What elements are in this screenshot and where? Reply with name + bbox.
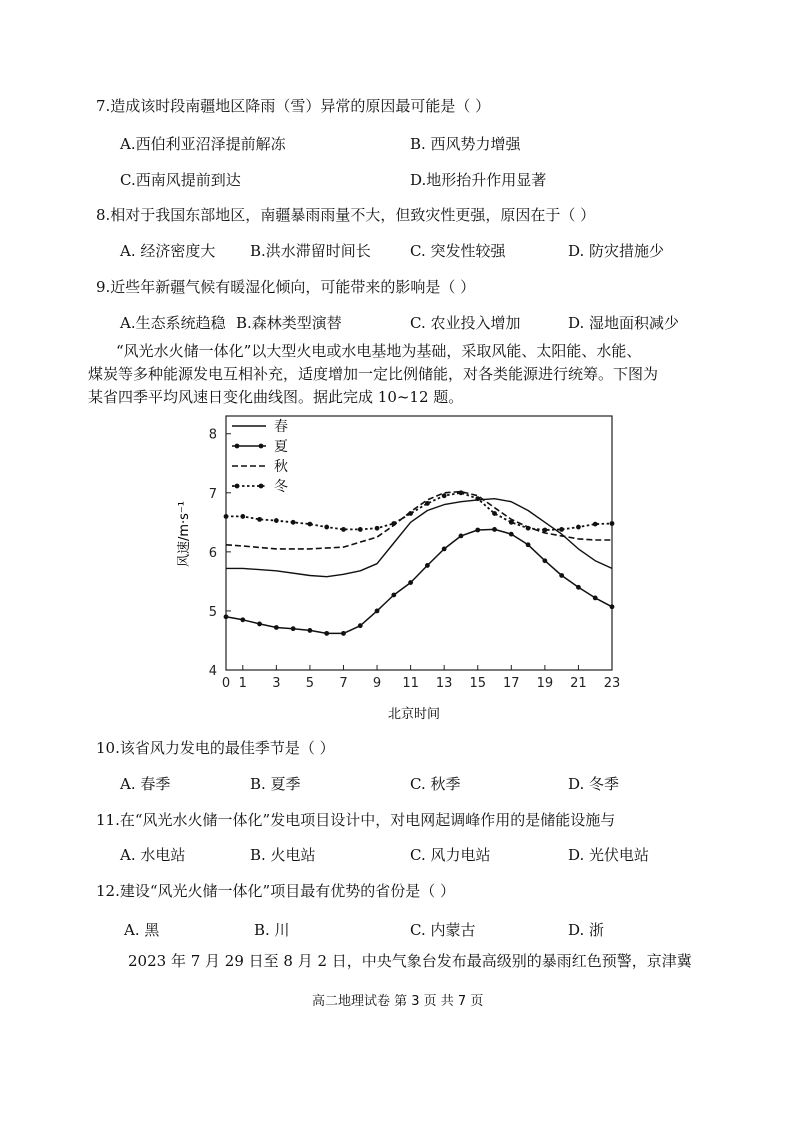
legend-label: 夏 (274, 439, 288, 455)
y-axis-label: 风速/m·s⁻¹ (177, 500, 192, 568)
series-2-point (358, 623, 363, 628)
x-tick-label: 0 (221, 676, 231, 691)
series-4-point (224, 514, 229, 519)
legend-swatch-dot (235, 444, 240, 449)
q9-option-d: D. 湿地面积减少 (568, 314, 680, 332)
q8-option-b: B.洪水滞留时间长 (250, 242, 371, 260)
series-2-point (375, 609, 380, 614)
series-2-point (542, 558, 547, 563)
series-2-point (341, 631, 346, 636)
q8-stem: 8.相对于我国东部地区，南疆暴雨雨量不大，但致灾性更强，原因在于（ ） (96, 206, 596, 224)
q11-option-b: B. 火电站 (250, 846, 316, 864)
q8-option-d: D. 防灾措施少 (568, 242, 665, 260)
series-4-point (274, 518, 279, 523)
intro-line-1: “风光水火储一体化”以大型火电或水电基地为基础，采取风能、太阳能、水能、 (116, 342, 642, 360)
series-2-point (526, 542, 531, 547)
q12-option-a: A. 黑 (124, 921, 160, 939)
series-2-point (274, 625, 279, 630)
series-line-2 (226, 529, 612, 633)
x-tick-label: 15 (469, 676, 487, 691)
series-2-point (240, 617, 245, 622)
x-tick-label: 7 (339, 676, 348, 691)
series-4-point (442, 493, 447, 498)
series-2-point (324, 631, 329, 636)
series-4-point (375, 526, 380, 531)
series-4-point (576, 525, 581, 530)
q11-option-c: C. 风力电站 (410, 846, 491, 864)
x-tick-label: 5 (305, 676, 315, 691)
x-tick-label: 19 (536, 676, 554, 691)
x-tick-label: 21 (570, 676, 587, 691)
x-tick-label: 13 (435, 676, 453, 691)
series-4-point (475, 496, 480, 501)
legend-swatch-dot (259, 484, 264, 489)
series-2-point (224, 614, 229, 619)
q10-option-b: B. 夏季 (250, 775, 301, 793)
x-tick-label: 17 (503, 676, 520, 691)
legend-swatch-dot (235, 484, 240, 489)
q7-option-a: A.西伯利亚沼泽提前解冻 (120, 135, 286, 153)
series-4-point (509, 520, 514, 525)
q12-stem: 12.建设“风光火储一体化”项目最有优势的省份是（ ） (96, 882, 455, 900)
q12-option-d: D. 浙 (568, 921, 605, 939)
series-2-point (610, 604, 615, 609)
q7-option-b: B. 西风势力增强 (410, 135, 521, 153)
series-line-1 (226, 499, 612, 577)
page-footer: 高二地理试卷 第 3 页 共 7 页 (312, 994, 484, 1009)
legend-label: 春 (274, 419, 288, 435)
series-2-point (442, 547, 447, 552)
q9-option-c: C. 农业投入增加 (410, 314, 521, 332)
series-2-point (593, 596, 598, 601)
q9-option-b: B.森林类型演替 (236, 314, 342, 332)
y-tick-label: 8 (208, 427, 217, 443)
series-4-point (240, 514, 245, 519)
series-2-point (425, 563, 430, 568)
q8-option-a: A. 经济密度大 (120, 242, 216, 260)
series-4-point (542, 528, 547, 533)
series-line-3 (226, 492, 612, 549)
q9-option-a: A.生态系统趋稳 (120, 314, 226, 332)
series-2-point (492, 527, 497, 532)
x-axis-label: 北京时间 (387, 707, 441, 722)
series-4-point (459, 490, 464, 495)
q10-stem: 10.该省风力发电的最佳季节是（ ） (96, 739, 335, 757)
series-2-point (576, 585, 581, 590)
y-tick-label: 6 (208, 545, 217, 561)
series-2-point (559, 573, 564, 578)
series-4-point (492, 511, 497, 516)
q9-stem: 9.近些年新疆气候有暖湿化倾向，可能带来的影响是（ ） (96, 278, 476, 296)
x-tick-label: 11 (402, 676, 419, 691)
q10-option-c: C. 秋季 (410, 775, 461, 793)
series-4-point (610, 521, 615, 526)
series-4-point (593, 522, 598, 527)
series-2-point (308, 628, 313, 633)
q8-option-c: C. 突发性较强 (410, 242, 506, 260)
q11-stem: 11.在“风光水火储一体化”发电项目设计中，对电网起调峰作用的是储能设施与 (96, 811, 616, 829)
series-line-4 (226, 493, 612, 530)
y-tick-label: 4 (208, 664, 217, 679)
series-2-point (509, 532, 514, 537)
q12-option-c: C. 内蒙古 (410, 921, 476, 939)
series-2-point (391, 593, 396, 598)
series-4-point (526, 526, 531, 531)
q10-option-d: D. 冬季 (568, 775, 620, 793)
x-tick-label: 23 (603, 676, 621, 691)
q12-option-b: B. 川 (254, 921, 290, 939)
legend-label: 秋 (274, 459, 288, 475)
series-4-point (324, 525, 329, 530)
series-4-point (291, 520, 296, 525)
series-4-point (341, 527, 346, 532)
x-tick-label: 3 (272, 676, 281, 691)
legend-swatch-dot (259, 444, 264, 449)
y-tick-label: 7 (208, 486, 217, 502)
series-4-point (257, 517, 262, 522)
series-4-point (559, 527, 564, 532)
q11-option-d: D. 光伏电站 (568, 846, 650, 864)
q7-stem: 7.造成该时段南疆地区降雨（雪）异常的原因最可能是（ ） (96, 97, 491, 115)
series-4-point (408, 511, 413, 516)
x-tick-label: 1 (238, 676, 247, 691)
q11-option-a: A. 水电站 (120, 846, 186, 864)
series-2-point (475, 528, 480, 533)
wind-speed-chart (176, 408, 626, 728)
q10-option-a: A. 春季 (120, 775, 171, 793)
next-paragraph: 2023 年 7 月 29 日至 8 月 2 日，中央气象台发布最高级别的暴雨红色预警，京津冀 (128, 952, 692, 970)
series-2-point (257, 622, 262, 627)
q7-option-c: C.西南风提前到达 (120, 171, 241, 189)
series-2-point (459, 534, 464, 539)
series-4-point (308, 522, 313, 527)
series-2-point (291, 626, 296, 631)
series-4-point (358, 527, 363, 532)
series-4-point (425, 501, 430, 506)
x-tick-label: 9 (372, 676, 382, 691)
series-2-point (408, 580, 413, 585)
intro-line-2: 煤炭等多种能源发电互相补充，适度增加一定比例储能，对各类能源进行统筹。下图为 (88, 365, 659, 383)
y-tick-label: 5 (208, 604, 217, 620)
series-4-point (391, 521, 396, 526)
q7-option-d: D.地形抬升作用显著 (410, 171, 547, 189)
legend-label: 冬 (274, 479, 288, 495)
intro-line-3: 某省四季平均风速日变化曲线图。据此完成 10~12 题。 (88, 388, 464, 406)
